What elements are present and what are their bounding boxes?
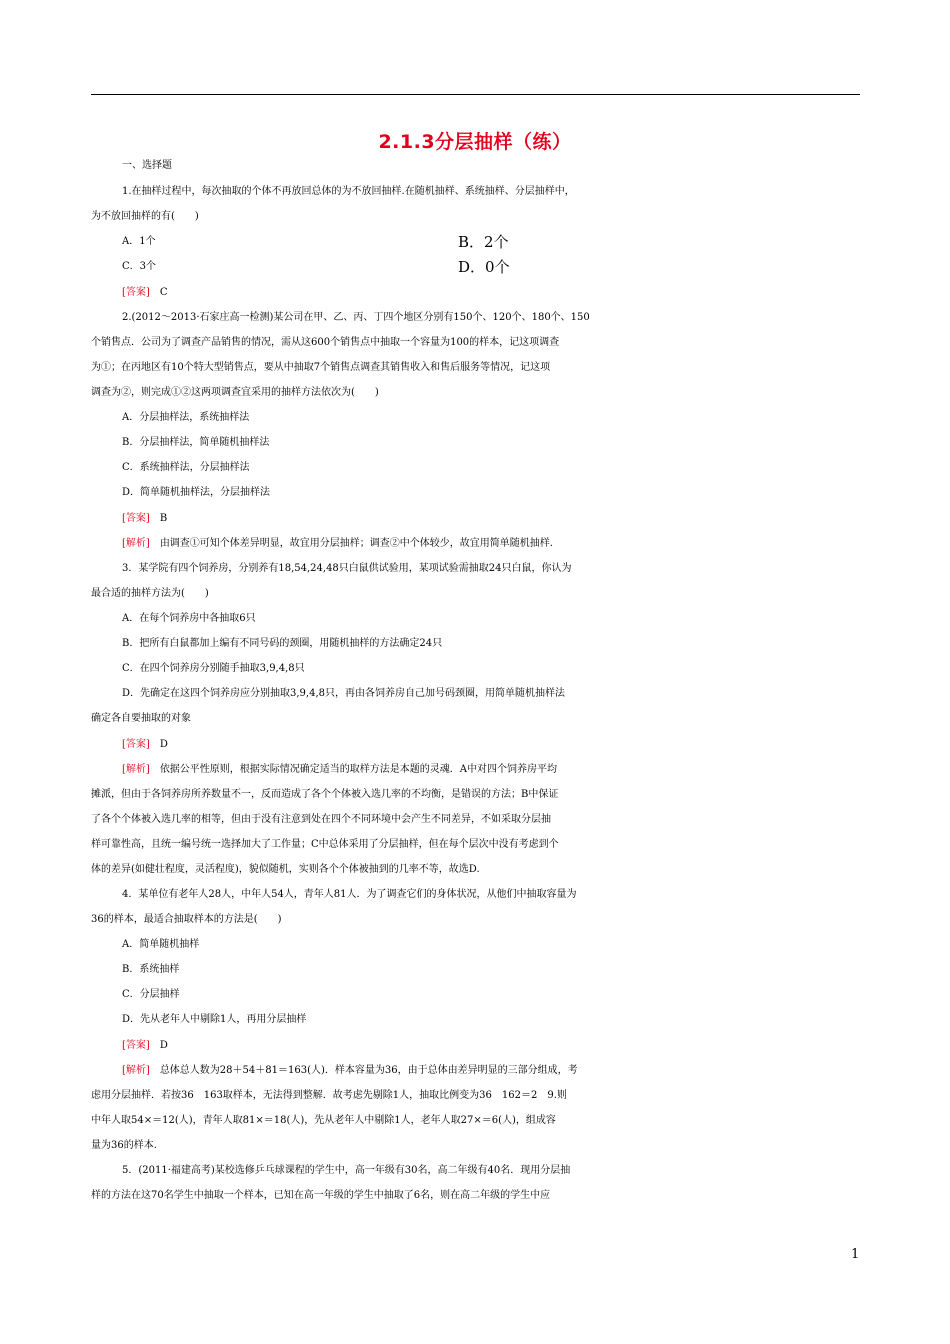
q4-option-d: D．先从老年人中剔除1人，再用分层抽样: [122, 1014, 307, 1025]
q2-option-d: D．简单随机抽样法，分层抽样法: [122, 487, 271, 498]
q3-answer: [122, 736, 894, 754]
q3-option-c: C．在四个饲养房分别随手抽取3,9,4,8只: [122, 663, 305, 674]
q1-option-c: C．3个: [122, 261, 157, 272]
q3-stem-line1: 3．某学院有四个饲养房，分别养有18,54,24,48只白鼠供试验用，某项试验需抽取24只白鼠，你认为: [122, 563, 572, 574]
q5-stem-line1: 5．(2011·福建高考)某校选修乒乓球课程的学生中，高一年级有30名，高二年级有40名．现用分层抽: [122, 1165, 571, 1176]
q3-answer-value: D: [159, 739, 168, 750]
q3-option-a: A．在每个饲养房中各抽取6只: [122, 613, 256, 624]
q2-answer: [122, 510, 894, 528]
section-heading: 一、选择题: [122, 160, 172, 171]
q2-stem-line4: 调查为②，则完成①②这两项调查宜采用的抽样方法依次为( ): [91, 387, 379, 398]
q2-analysis-text: 由调查①可知个体差异明显，故宜用分层抽样；调查②中个体较少，故宜用简单随机抽样.: [159, 538, 553, 549]
q1-option-b: B．2个: [458, 233, 509, 251]
answer-tag: [答案]: [122, 1040, 150, 1051]
q4-answer-value: D: [159, 1040, 168, 1051]
q3-analysis-line3: 了各个个体被入选几率的相等，但由于没有注意到处在四个不同环境中会产生不同差异，不如采取分层抽: [91, 814, 551, 825]
q4-answer: [122, 1037, 894, 1055]
q3-analysis-line4: 样可靠性高，且统一编号统一选择加大了工作量；C中总体采用了分层抽样，但在每个层次中没有考虑到个: [91, 839, 559, 850]
q4-option-c: C．分层抽样: [122, 989, 180, 1000]
answer-tag: [答案]: [122, 739, 150, 750]
analysis-tag: [解析]: [122, 764, 150, 775]
q4-stem-line2: 36的样本，最适合抽取样本的方法是( ): [91, 914, 282, 925]
q3-analysis-line5: 体的差异(如健壮程度，灵活程度)，貌似随机，实则各个个体被抽到的几率不等，故选D.: [91, 864, 480, 875]
q3-analysis-text: 依据公平性原则，根据实际情况确定适当的取样方法是本题的灵魂．A中对四个饲养房平均: [159, 764, 558, 775]
q3-stem-line2: 最合适的抽样方法为( ): [91, 588, 209, 599]
q3-option-d-line2: 确定各自要抽取的对象: [91, 713, 191, 724]
q4-option-b: B．系统抽样: [122, 964, 180, 975]
analysis-tag: [解析]: [122, 538, 150, 549]
q1-answer-value: C: [159, 287, 168, 298]
page-number: 1: [851, 1247, 860, 1262]
q1-option-a: A．1个: [122, 236, 156, 247]
q4-stem-line1: 4．某单位有老年人28人，中年人54人，青年人81人．为了调查它们的身体状况，从他们中抽取容量为: [122, 889, 577, 900]
q2-stem-line1: 2.(2012～2013·石家庄高一检测)某公司在甲、乙、丙、丁四个地区分别有150个、120个、180个、150: [122, 312, 590, 323]
q4-analysis-line4: 量为36的样本.: [91, 1140, 157, 1151]
q4-analysis-text: 总体总人数为28＋54＋81＝163(人)．样本容量为36，由于总体由差异明显的三部分组成，考: [159, 1065, 578, 1076]
q3-option-b: B．把所有白鼠都加上编有不同号码的颈圈，用随机抽样的方法确定24只: [122, 638, 443, 649]
answer-tag: [答案]: [122, 287, 150, 298]
q2-stem-line2: 个销售点．公司为了调查产品销售的情况，需从这600个销售点中抽取一个容量为100的样本，记这项调查: [91, 337, 560, 348]
q2-stem-line3: 为①；在丙地区有10个特大型销售点，要从中抽取7个销售点调查其销售收入和售后服务等情况，记这项: [91, 362, 551, 373]
q2-analysis: [122, 535, 894, 553]
q4-analysis-line3: 中年人取54×＝12(人)，青年人取81×＝18(人)，先从老年人中剔除1人，老年人取27×＝6(人)，组成容: [91, 1115, 556, 1126]
q1-answer: [122, 284, 894, 302]
answer-tag: [答案]: [122, 513, 150, 524]
q1-stem-line2: 为不放回抽样的有( ): [91, 211, 199, 222]
header-rule: [91, 94, 860, 95]
q4-option-a: A．简单随机抽样: [122, 939, 200, 950]
q1-option-d: D．0个: [458, 258, 510, 276]
q2-option-b: B．分层抽样法，简单随机抽样法: [122, 437, 270, 448]
q2-option-a: A．分层抽样法，系统抽样法: [122, 412, 250, 423]
page-title: 2.1.3分层抽样（练）: [378, 131, 572, 153]
q3-analysis-line1: [122, 761, 894, 779]
q5-stem-line2: 样的方法在这70名学生中抽取一个样本，已知在高一年级的学生中抽取了6名，则在高二年级的学生中应: [91, 1190, 551, 1201]
q3-option-d-line1: D．先确定在这四个饲养房应分别抽取3,9,4,8只，再由各饲养房自己加号码颈圈，用简单随机抽样法: [122, 688, 566, 699]
analysis-tag: [解析]: [122, 1065, 150, 1076]
q2-answer-value: B: [159, 513, 168, 524]
q4-analysis-line2: 虑用分层抽样．若按36 163取样本，无法得到整解．故考虑先剔除1人，抽取比例变为36 162＝2 9.则: [91, 1090, 567, 1101]
q3-analysis-line2: 摊派，但由于各饲养房所养数量不一，反而造成了各个个体被入选几率的不均衡，是错误的方法；B中保证: [91, 789, 559, 800]
q1-stem-line1: 1.在抽样过程中，每次抽取的个体不再放回总体的为不放回抽样.在随机抽样、系统抽样、分层抽样中，: [122, 186, 575, 197]
q2-option-c: C．系统抽样法，分层抽样法: [122, 462, 250, 473]
q4-analysis-line1: [122, 1062, 894, 1080]
